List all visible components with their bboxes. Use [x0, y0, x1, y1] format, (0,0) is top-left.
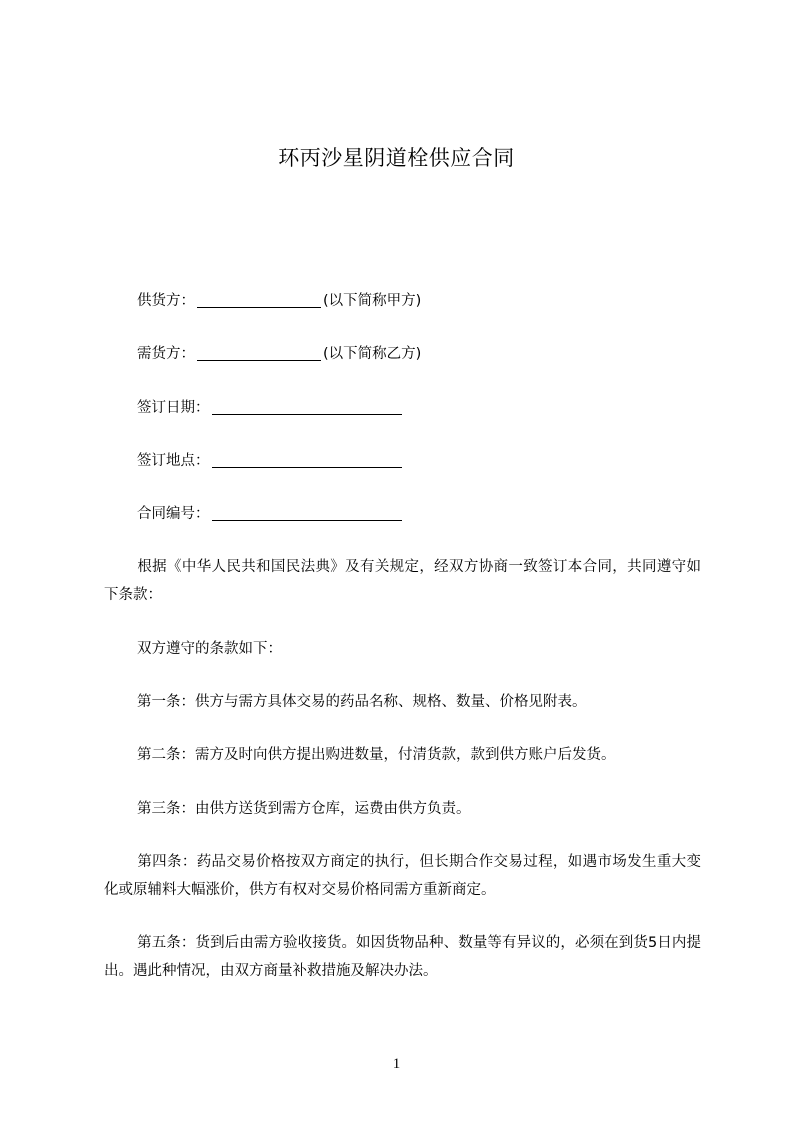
- sign-date-line: [137, 394, 404, 422]
- sign-date-label: 签订日期：: [137, 400, 210, 416]
- article-1: 第一条：供方与需方具体交易的药品名称、规格、数量、价格见附表。: [137, 694, 587, 710]
- sign-place-blank: [212, 452, 402, 468]
- article-3: 第三条：由供方送货到需方仓库，运费由供方负责。: [137, 801, 471, 817]
- buyer-blank: [197, 345, 321, 361]
- article-4-paragraph: [104, 848, 701, 904]
- supplier-label: 供货方：: [137, 293, 195, 309]
- buyer-label: 需货方：: [137, 346, 195, 362]
- terms-intro: 双方遵守的条款如下：: [137, 641, 282, 657]
- buyer-suffix: (以下简称乙方): [323, 346, 422, 362]
- contract-no-label: 合同编号：: [137, 506, 210, 522]
- sign-place-label: 签订地点：: [137, 453, 210, 469]
- contract-title: 环丙沙星阴道栓供应合同: [278, 146, 515, 170]
- article-4: 第四条：药品交易价格按双方商定的执行，但长期合作交易过程，如遇市场发生重大变化或原辅料大幅涨价，供方有权对交易价格同需方重新商定。: [104, 854, 701, 898]
- buyer-line: [137, 340, 421, 368]
- article-5: 第五条：货到后由需方验收接货。如因货物品种、数量等有异议的，必须在到货5日内提出。遇此种情况，由双方商量补救措施及解决办法。: [104, 935, 701, 979]
- contract-no-line: [137, 500, 404, 528]
- article-5-paragraph: [104, 929, 701, 985]
- preamble-text: 根据《中华人民共和国民法典》及有关规定，经双方协商一致签订本合同，共同遵守如下条款：: [104, 559, 701, 603]
- contract-no-blank: [212, 505, 402, 521]
- supplier-blank: [197, 292, 321, 308]
- article-2: 第二条：需方及时向供方提出购进数量，付清货款，款到供方账户后发货。: [137, 747, 616, 763]
- sign-date-blank: [212, 399, 402, 415]
- sign-place-line: [137, 447, 404, 475]
- supplier-line: [137, 287, 421, 315]
- page-number: 1: [392, 1056, 401, 1072]
- preamble-paragraph: [104, 553, 701, 609]
- supplier-suffix: (以下简称甲方): [323, 293, 422, 309]
